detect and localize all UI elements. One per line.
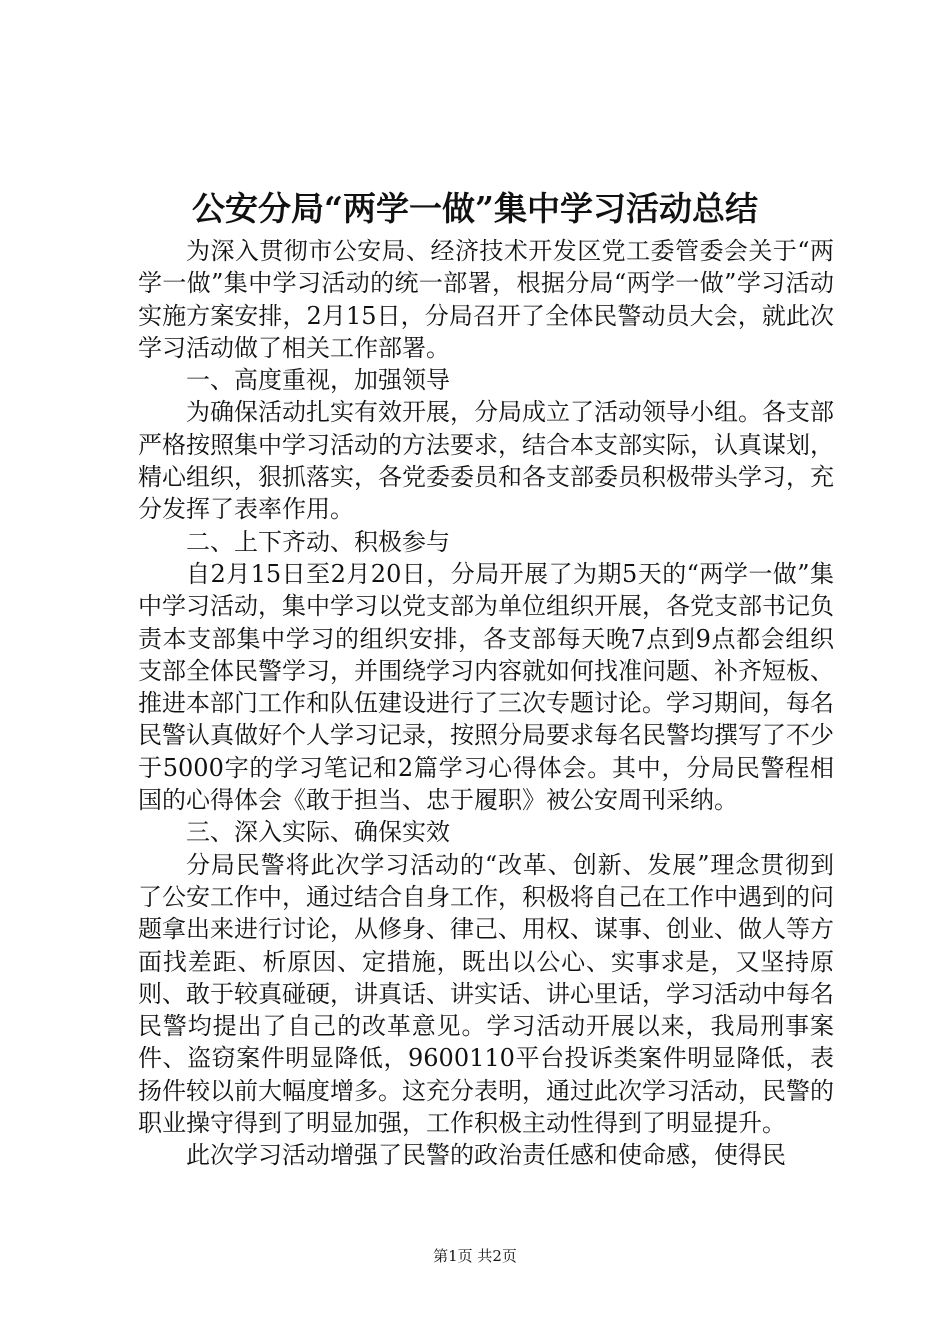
paragraph-section-2: 自2月15日至2月20日，分局开展了为期5天的“两学一做”集中学习活动，集中学习以党支部为单位组织开展，各党支部书记负责本支部集中学习的组织安排，各支部每天晚7点到9点都会组织支部全体民警学习，并围绕学习内容就如何找准问题、补齐短板、推进本部门工作和队伍建设进行了三次专题讨论。学习期间，每名民警认真做好个人学习记录，按照分局要求每名民警均撰写了不少于5000字的学习笔记和2篇学习心得体会。其中，分局民警程相国的心得体会《敢于担当、忠于履职》被公安周刊采纳。 bbox=[138, 559, 834, 815]
document-body bbox=[138, 235, 834, 1172]
paragraph-section-1: 为确保活动扎实有效开展，分局成立了活动领导小组。各支部严格按照集中学习活动的方法要求，结合本支部实际，认真谋划，精心组织，狠抓落实，各党委委员和各支部委员积极带头学习，充分发挥了表率作用。 bbox=[138, 398, 834, 524]
page-indicator: 第1页 共2页 bbox=[433, 1247, 517, 1265]
section-heading-1: 一、高度重视，加强领导 bbox=[186, 366, 450, 395]
paragraph-intro: 为深入贯彻市公安局、经济技术开发区党工委管委会关于“两学一做”集中学习活动的统一部署，根据分局“两学一做”学习活动实施方案安排，2月15日，分局召开了全体民警动员大会，就此次学习活动做了相关工作部署。 bbox=[138, 237, 834, 362]
section-heading-2: 二、上下齐动、积极参与 bbox=[186, 527, 450, 556]
section-heading-3: 三、深入实际、确保实效 bbox=[186, 818, 450, 847]
paragraph-closing: 此次学习活动增强了民警的政治责任感和使命感，使得民 bbox=[186, 1141, 786, 1170]
paragraph-section-3: 分局民警将此次学习活动的“改革、创新、发展”理念贯彻到了公安工作中，通过结合自身工作，积极将自己在工作中遇到的问题拿出来进行讨论，从修身、律己、用权、谋事、创业、做人等方面找差距、析原因、定措施，既出以公心、实事求是，又坚持原则、敢于较真碰硬，讲真话、讲实话、讲心里话，学习活动中每名民警均提出了自己的改革意见。学习活动开展以来，我局刑事案件、盗窃案件明显降低，9600110平台投诉类案件明显降低，表扬件较以前大幅度增多。这充分表明，通过此次学习活动，民警的职业操守得到了明显加强，工作积极主动性得到了明显提升。 bbox=[138, 850, 834, 1138]
document-title: 公安分局“两学一做”集中学习活动总结 bbox=[192, 189, 758, 228]
